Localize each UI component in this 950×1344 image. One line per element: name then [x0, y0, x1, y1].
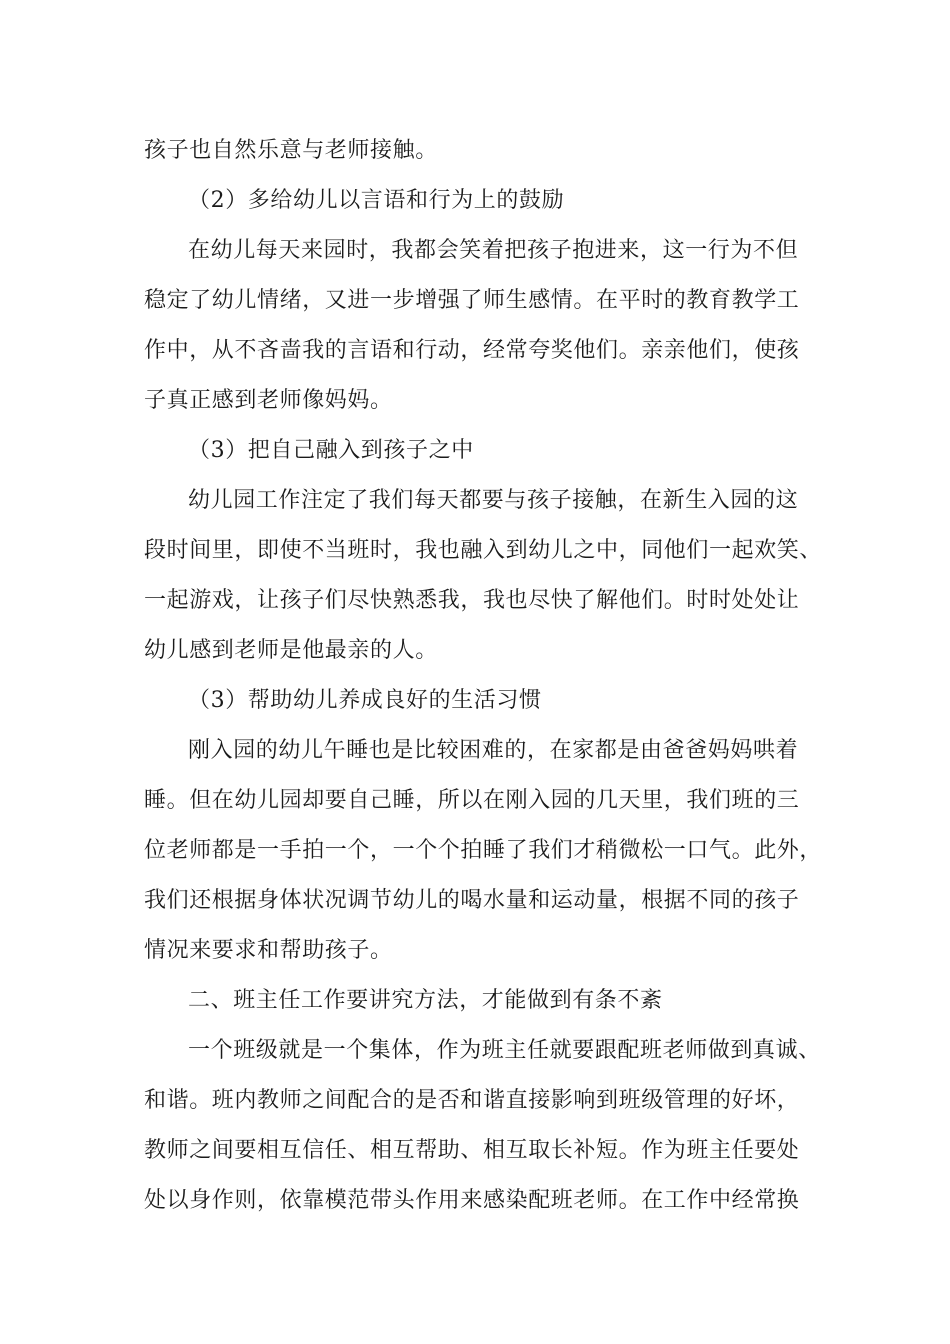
text-line: 孩子也自然乐意与老师接触。: [144, 138, 438, 163]
paragraph-first-line: 在幼儿每天来园时，我都会笑着把孩子抱进来，这一行为不但: [188, 238, 799, 263]
section-heading: （3）帮助幼儿养成良好的生活习惯: [188, 688, 542, 713]
document-body: [144, 126, 834, 1226]
text-line: 稳定了幼儿情绪，又进一步增强了师生感情。在平时的教育教学工: [144, 288, 800, 313]
text-line: 处以身作则，依靠模范带头作用来感染配班老师。在工作中经常换: [144, 1188, 800, 1213]
paragraph-first-line: 刚入园的幼儿午睡也是比较困难的，在家都是由爸爸妈妈哄着: [188, 738, 799, 763]
paragraph-first-line: 一个班级就是一个集体，作为班主任就要跟配班老师做到真诚、: [188, 1038, 821, 1063]
section-heading: 二、班主任工作要讲究方法，才能做到有条不紊: [188, 988, 663, 1013]
section-heading: （3）把自己融入到孩子之中: [188, 438, 474, 463]
text-line: 一起游戏，让孩子们尽快熟悉我，我也尽快了解他们。时时处处让: [144, 588, 800, 613]
text-line: 我们还根据身体状况调节幼儿的喝水量和运动量，根据不同的孩子: [144, 888, 800, 913]
text-line: 情况来要求和帮助孩子。: [144, 938, 393, 963]
text-line: 和谐。班内教师之间配合的是否和谐直接影响到班级管理的好坏，: [144, 1088, 800, 1113]
text-line: 幼儿感到老师是他最亲的人。: [144, 638, 438, 663]
text-line: 段时间里，即使不当班时，我也融入到幼儿之中，同他们一起欢笑、: [144, 538, 823, 563]
section-heading: （2）多给幼儿以言语和行为上的鼓励: [188, 188, 565, 213]
text-line: 子真正感到老师像妈妈。: [144, 388, 393, 413]
text-line: 教师之间要相互信任、相互帮助、相互取长补短。作为班主任要处: [144, 1138, 800, 1163]
paragraph-first-line: 幼儿园工作注定了我们每天都要与孩子接触，在新生入园的这: [188, 488, 799, 513]
text-line: 睡。但在幼儿园却要自己睡，所以在刚入园的几天里，我们班的三: [144, 788, 800, 813]
text-line: 位老师都是一手拍一个，一个个拍睡了我们才稍微松一口气。此外，: [144, 838, 823, 863]
text-line: 作中，从不吝啬我的言语和行动，经常夸奖他们。亲亲他们，使孩: [144, 338, 800, 363]
